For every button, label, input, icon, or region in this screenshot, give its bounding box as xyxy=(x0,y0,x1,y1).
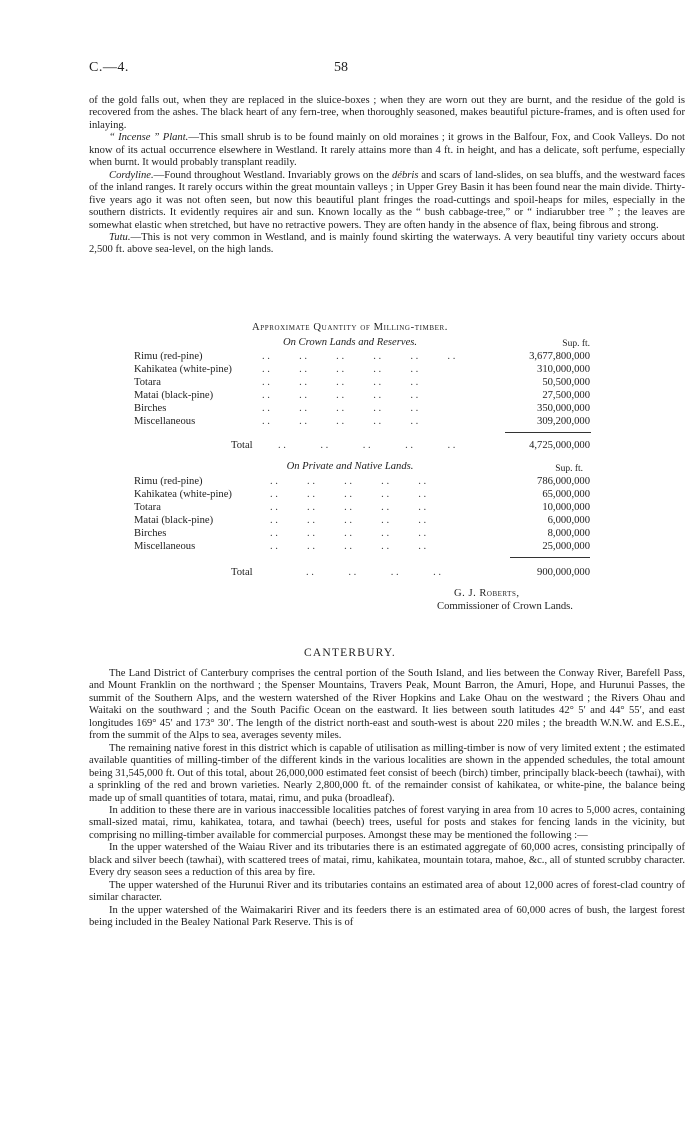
crown-total-label: Total xyxy=(231,440,253,451)
table-row xyxy=(134,528,590,541)
timber-name: Miscellaneous xyxy=(134,541,196,552)
leader-dots: . . . . . . . . . . xyxy=(262,416,419,427)
total-rule xyxy=(505,432,591,433)
timber-name: Miscellaneous xyxy=(134,416,196,427)
leader-dots: . . . . . . . . . . xyxy=(262,528,427,539)
crown-unit-heading: Sup. ft. xyxy=(562,339,590,349)
table-row xyxy=(134,515,590,528)
timber-name: Matai (black-pine) xyxy=(134,390,214,401)
timber-name: Matai (black-pine) xyxy=(134,515,214,526)
total-rule xyxy=(510,557,590,558)
leader-dots: . . . . . . . . . . xyxy=(262,476,427,487)
paragraph xyxy=(89,132,685,169)
intro-text xyxy=(89,95,685,257)
leader-dots: . . . . . . . . xyxy=(306,567,442,578)
table-row xyxy=(134,476,590,489)
leader-dots: . . . . . . . . . . xyxy=(262,502,427,513)
timber-quantity: 10,000,000 xyxy=(542,502,590,513)
paragraph xyxy=(89,170,685,232)
table-row xyxy=(134,541,590,554)
table-row xyxy=(134,403,590,416)
timber-name: Kahikatea (white-pine) xyxy=(134,364,232,375)
paragraph-text: —This is not very common in Westland, and is mainly found skirting the waterways. A very beautiful tiny variety occurs about 2,500 ft. above sea-level, on the high lands. xyxy=(89,231,685,256)
timber-quantity: 786,000,000 xyxy=(537,476,590,487)
paragraph xyxy=(89,232,685,257)
table-row xyxy=(134,502,590,515)
term-tutu: Tutu. xyxy=(109,231,131,243)
paragraph: In the upper watershed of the Waiau River and its tributaries there is an estimated aggregate of 60,000 acres, consisting principally of black and silver beech (tawhai), with scattered trees of matai, rimu, kahikatea, mountain totara, mahoe, &c., all of stunted scrubby character. Every dry season sees a reduction of this area by fire. xyxy=(89,842,685,879)
leader-dots: . . . . . . . . . . xyxy=(262,364,419,375)
table-title: Approximate Quantity of Milling-timber. xyxy=(251,322,448,333)
private-lands-subtitle: On Private and Native Lands. xyxy=(286,461,414,472)
table-row xyxy=(134,377,590,390)
timber-quantity: 65,000,000 xyxy=(542,489,590,500)
table-row xyxy=(134,351,590,364)
timber-name: Birches xyxy=(134,403,167,414)
timber-name: Birches xyxy=(134,528,167,539)
signatory-name: G. J. Roberts, xyxy=(454,588,520,599)
timber-name: Totara xyxy=(134,377,161,388)
term-incense-plant: “ Incense ” Plant. xyxy=(109,132,189,144)
table-row xyxy=(134,416,590,429)
canterbury-text xyxy=(89,668,685,930)
leader-dots: . . . . . . . . . . xyxy=(262,515,427,526)
paragraph: The remaining native forest in this district which is capable of utilisation as milling-timber is now of very limited extent ; the estimated available quantities of milling-timber of the different kinds in the various localities are shown in the appended schedules, the total amount being 31,545,000 ft. Out of this total, about 26,000,000 estimated feet consist of beech (birch) timber, principally black-beech (tawhai), with a sprinkling of the red and brown varieties. Nearly 2,800,000 ft. of the remainder consist of kahikatea, or white-pine, the balance being made up of small quantities of totara, matai, rimu, and puka (broadleaf). xyxy=(89,742,685,804)
section-heading: CANTERBURY. xyxy=(304,647,396,659)
paragraph: In addition to these there are in various inaccessible localities patches of forest varying in area from 10 acres to 5,000 acres, containing small-sized matai, rimu, kahikatea, totara, and tawhai (beech) trees, useful for posts and stakes for fencing lands in the vicinity, but comprising no milling-timber available for commercial purposes. Amongst these may be mentioned the following :— xyxy=(89,804,685,841)
private-total-value: 900,000,000 xyxy=(537,567,590,578)
table-row xyxy=(134,390,590,403)
timber-quantity: 27,500,000 xyxy=(542,390,590,401)
page-number: 58 xyxy=(334,60,348,75)
timber-name: Totara xyxy=(134,502,161,513)
paragraph-text: —This small shrub is to be found mainly on old moraines ; it grows in the Balfour, Fox, and Cook Valleys. Do not know of its actual occurrence elsewhere in Westland. It rarely attains more than 4 ft. in height, and has a delicate, soft perfume, especially when burnt. It would probably transplant readily. xyxy=(89,132,685,169)
timber-quantity: 310,000,000 xyxy=(537,364,590,375)
table-row xyxy=(134,364,590,377)
leader-dots: . . . . . . . . . . xyxy=(262,489,427,500)
paragraph xyxy=(89,95,685,132)
leader-dots: . . . . . . . . . . xyxy=(262,377,419,388)
paragraph-text: —Found throughout Westland. Invariably grows on the xyxy=(153,169,392,181)
term-cordyline: Cordyline. xyxy=(109,169,154,181)
timber-name: Kahikatea (white-pine) xyxy=(134,489,232,500)
crown-lands-subtitle: On Crown Lands and Reserves. xyxy=(282,337,418,348)
crown-total-value: 4,725,000,000 xyxy=(529,440,590,451)
private-unit-heading: Sup. ft. xyxy=(555,464,583,474)
timber-quantity: 50,500,000 xyxy=(542,377,590,388)
timber-quantity: 3,677,800,000 xyxy=(529,351,590,362)
timber-quantity: 6,000,000 xyxy=(547,515,590,526)
leader-dots: . . . . . . . . . . xyxy=(262,390,419,401)
timber-name: Rimu (red-pine) xyxy=(134,476,203,487)
paragraph: The upper watershed of the Hurunui River and its tributaries contains an estimated area of about 12,000 acres of forest-clad country of similar character. xyxy=(89,879,685,904)
timber-name: Rimu (red-pine) xyxy=(134,351,203,362)
signatory-title: Commissioner of Crown Lands. xyxy=(437,601,573,612)
paragraph-text: of the gold falls out, when they are replaced in the sluice-boxes ; when they are worn out they are burnt, and the residue of the gold is recovered from the ashes. The black heart of any fern-tree, when thoroughly seasoned, makes beautiful picture-frames, and is often used for inlaying. xyxy=(89,95,685,131)
timber-quantity: 8,000,000 xyxy=(547,528,590,539)
leader-dots: . . . . . . . . . . xyxy=(262,403,419,414)
leader-dots: . . . . . . . . . . xyxy=(278,440,456,451)
leader-dots: . . . . . . . . . . . . xyxy=(262,351,456,362)
paragraph: The Land District of Canterbury comprises the central portion of the South Island, and lies between the Conway River, Barefell Pass, and Mount Franklin on the northward ; the Spenser Mountains, Travers Peak, Mount Barron, the Amuri, Hope, and Hurunui Passes, the summit of the Southern Alps, and the western watershed of the River Hopkins and Lake Ohau on the westward ; the Rivers Ohau and Waitaki on the southward ; and the South Pacific Ocean on the eastward. It lies between south latitudes 42° 5′ and 44° 55′, and east longitudes 169° 45′ and 173° 30′. The length of the district north-east and south-west is about 220 miles ; the breadth W.N.W. and E.S.E., from the summit of the Alps to sea, averages seventy miles. xyxy=(89,668,685,742)
table-row xyxy=(134,489,590,502)
timber-quantity: 309,200,000 xyxy=(537,416,590,427)
paragraph: In the upper watershed of the Waimakariri River and its feeders there is an estimated area of 60,000 acres of bush, the largest forest being included in the Bealey National Park Reserve. This is of xyxy=(89,904,685,929)
term-debris: débris xyxy=(391,169,419,181)
paragraph-text: and scars of land-slides, on sea bluffs, and the westward faces of the inland ranges. It rarely occurs within the great mountain valleys ; in Upper Grey Basin it has been found near the main divide. Thirty-five years ago it was not often seen, but now this beautiful plant fringes the road-cuttings and spoil-heaps for miles, especially in the southern districts. It evidently requires air and sun. Known locally as the “ bush cabbage-tree,” or “ indiarubber tree ” ; the leaves are somewhat elastic when stretched, but have no retractive powers. They are often handy in the absence of flax, being fibrous and strong. xyxy=(89,169,685,231)
leader-dots: . . . . . . . . . . xyxy=(262,541,427,552)
timber-quantity: 350,000,000 xyxy=(537,403,590,414)
private-total-label: Total xyxy=(231,567,253,578)
report-code: C.—4. xyxy=(89,60,129,75)
timber-quantity: 25,000,000 xyxy=(542,541,590,552)
